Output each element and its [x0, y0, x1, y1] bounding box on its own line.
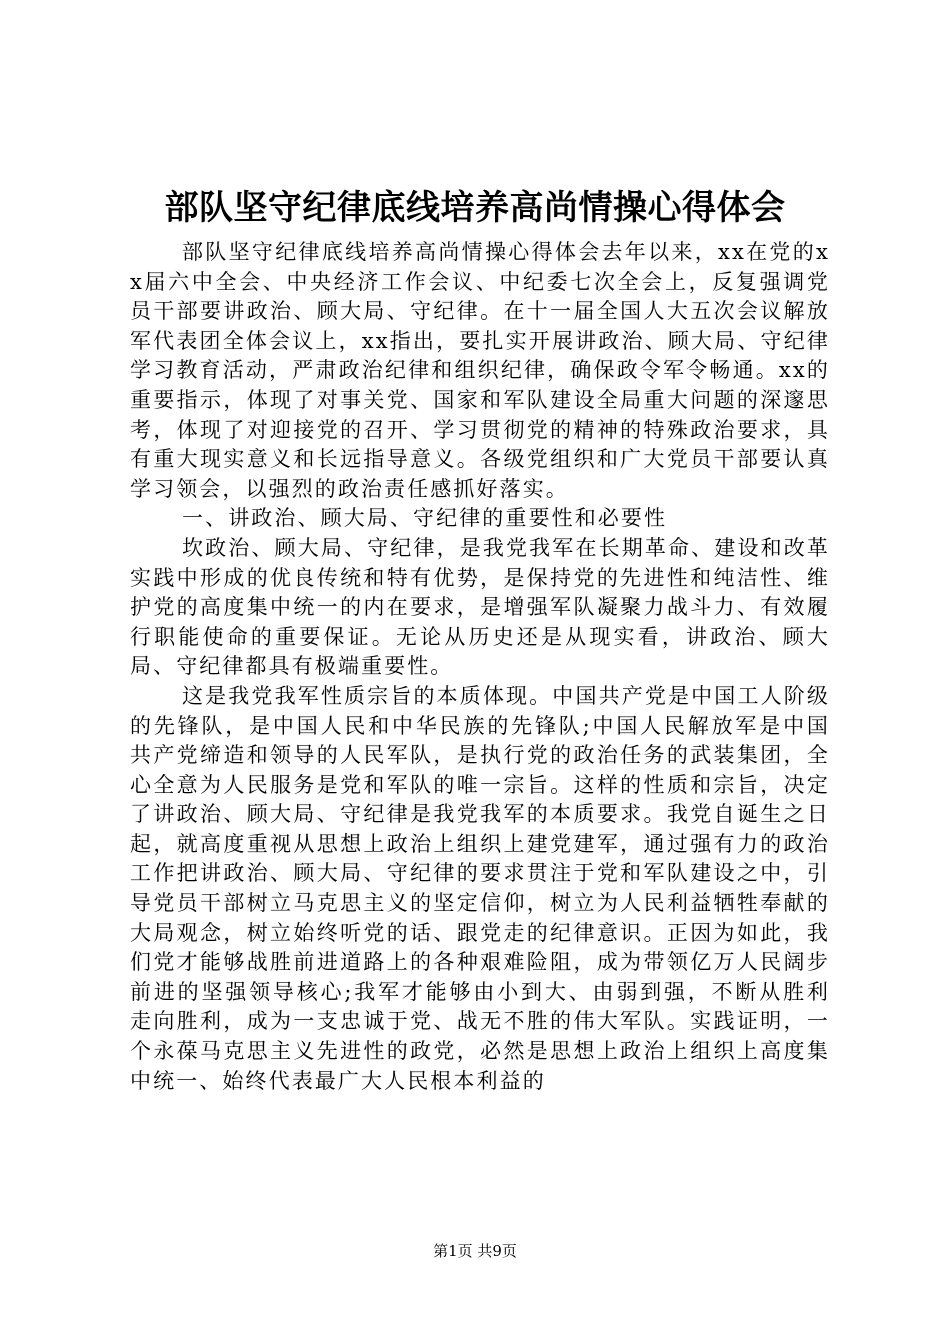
paragraph-intro: 部队坚守纪律底线培养高尚情操心得体会去年以来，xx在党的xx届六中全会、中央经济工作会议、中纪委七次全会上，反复强调党员干部要讲政治、顾大局、守纪律。在十一届全国人大五次会议解放军代表团全体会议上，xx指出，要扎实开展讲政治、顾大局、守纪律学习教育活动，严肃政治纪律和组织纪律，确保政令军令畅通。xx的重要指示，体现了对事关党、国家和军队建设全局重大问题的深邃思考，体现了对迎接党的召开、学习贯彻党的精神的特殊政治要求，具有重大现实意义和长远指导意义。各级党组织和广大党员干部要认真学习领会，以强烈的政治责任感抓好落实。 — [130, 240, 830, 501]
section-heading-1: 一、讲政治、顾大局、守纪律的重要性和必要性 — [182, 506, 668, 531]
paragraph-importance: 坎政治、顾大局、守纪律，是我党我军在长期革命、建设和改革实践中形成的优良传统和特有优势，是保持党的先进性和纯洁性、维护党的高度集中统一的内在要求，是增强军队凝聚力战斗力、有效履行职能使命的重要保证。无论从历史还是从现实看，讲政治、顾大局、守纪律都具有极端重要性。 — [130, 535, 830, 679]
document-title: 部队坚守纪律底线培养高尚情操心得体会 — [164, 188, 786, 228]
document-body — [130, 238, 830, 1096]
page-number: 第1页 共9页 — [433, 1242, 517, 1260]
paragraph-nature: 这是我党我军性质宗旨的本质体现。中国共产党是中国工人阶级的先锋队，是中国人民和中华民族的先锋队;中国人民解放军是中国共产党缔造和领导的人民军队，是执行党的政治任务的武装集团，全心全意为人民服务是党和军队的唯一宗旨。这样的性质和宗旨，决定了讲政治、顾大局、守纪律是我党我军的本质要求。我党自诞生之日起，就高度重视从思想上政治上组织上建党建军，通过强有力的政治工作把讲政治、顾大局、守纪律的要求贯注于党和军队建设之中，引导党员干部树立马克思主义的坚定信仰，树立为人民利益牺牲奉献的大局观念，树立始终听党的话、跟党走的纪律意识。正因为如此，我们党才能够战胜前进道路上的各种艰难险阻，成为带领亿万人民阔步前进的坚强领导核心;我军才能够由小到大、由弱到强，不断从胜利走向胜利，成为一支忠诚于党、战无不胜的伟大军队。实践证明，一个永葆马克思主义先进性的政党，必然是思想上政治上组织上高度集中统一、始终代表最广大人民根本利益的 — [130, 683, 830, 1093]
